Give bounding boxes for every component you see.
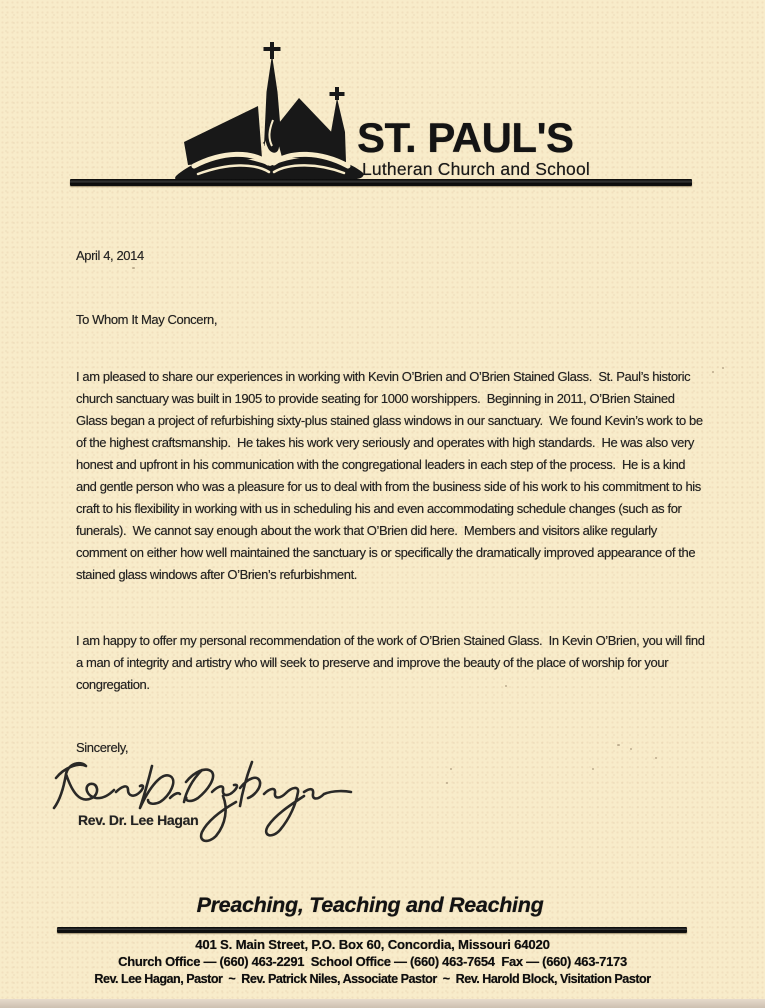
header-rule bbox=[70, 179, 692, 186]
closing: Sincerely, bbox=[76, 740, 129, 755]
footer-contacts: Church Office — (660) 463-2291 School Office — (660) 463-7654 Fax — (660) 463-7173 bbox=[118, 954, 627, 969]
scan-speck bbox=[505, 685, 507, 687]
footer-address: 401 S. Main Street, P.O. Box 60, Concordia, Missouri 64020 bbox=[195, 937, 550, 952]
scan-speck bbox=[132, 267, 135, 269]
salutation: To Whom It May Concern, bbox=[76, 312, 218, 327]
scan-speck bbox=[630, 748, 632, 750]
scan-speck bbox=[592, 768, 594, 770]
scan-speck bbox=[722, 367, 724, 369]
footer-pastors-row bbox=[10, 970, 735, 988]
paragraph-1: I am pleased to share our experiences in working with Kevin O’Brien and O’Brien Stained Glass. St. Paul’s historic church sanctuary was built in 1905 to provide seating for 1000 worshippers. Beginning in 2011, O’Brien Stained Glass began a project of refurbishing sixty-plus stained glass windows in our sanctuary. We found Kevin’s work to be of the highest craftsmanship. He takes his work very seriously and operates with high standards. He was also very honest and upfront in his communication with the congregational leaders in each step of the process. He is a kind and gentle person who was a pleasure for us to deal with from the business side of his work to his commitment to his craft to his flexibility in working with us in scheduling his and even accommodating schedule changes (such as for funerals). We cannot say enough about the work that O’Brien did here. Members and visitors alike regularly comment on either how well maintained the sanctuary is or specifically the dramatically improved appearance of the stained glass windows after O’Brien’s refurbishment. bbox=[76, 369, 706, 582]
letter-date: April 4, 2014 bbox=[76, 248, 144, 263]
scan-speck bbox=[712, 371, 714, 373]
footer-address-row bbox=[10, 936, 735, 954]
scan-speck bbox=[446, 782, 448, 784]
paragraph-2: I am happy to offer my personal recommendation of the work of O’Brien Stained Glass. In Kevin O’Brien, you will find a man of integrity and artistry who will seek to preserve and improve the beauty of the place of worship for your congregation. bbox=[76, 633, 708, 692]
footer-tagline: Preaching, Teaching and Reaching bbox=[196, 893, 544, 917]
scan-speck bbox=[655, 757, 657, 759]
church-logo-icon bbox=[168, 40, 373, 185]
org-subtitle: Lutheran Church and School bbox=[362, 159, 590, 179]
handwritten-signature bbox=[50, 750, 365, 855]
scanner-edge-strip bbox=[0, 999, 765, 1008]
scan-speck bbox=[617, 744, 620, 746]
org-name: ST. PAUL'S bbox=[357, 114, 574, 161]
footer-rule bbox=[57, 927, 687, 933]
signature-typed-name: Rev. Dr. Lee Hagan bbox=[78, 812, 199, 828]
footer-contacts-row bbox=[10, 953, 735, 971]
scan-speck bbox=[450, 768, 452, 770]
footer-pastors: Rev. Lee Hagan, Pastor ~ Rev. Patrick Niles, Associate Pastor ~ Rev. Harold Block, Visitation Pastor bbox=[94, 972, 651, 986]
